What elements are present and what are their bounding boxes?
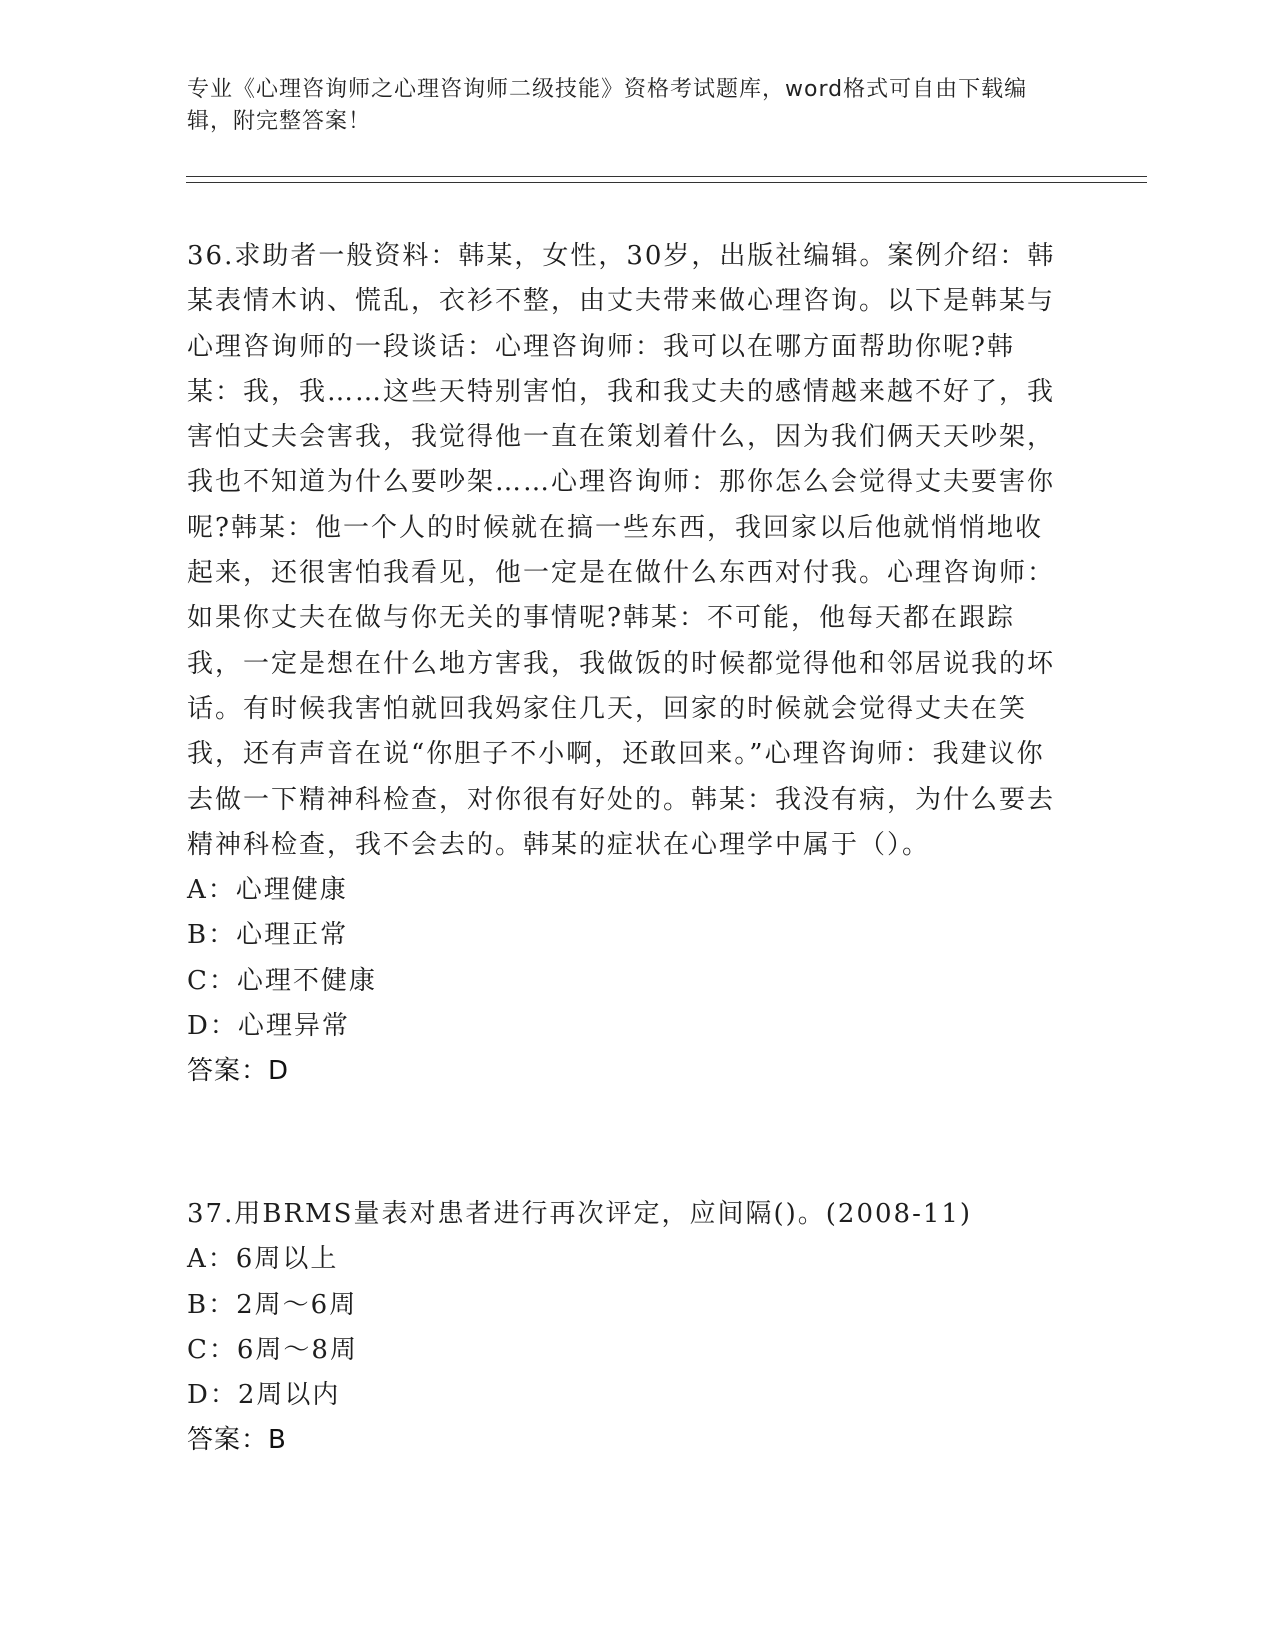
question-36 — [187, 234, 1067, 1095]
question-stem: 37.用BRMS量表对患者进行再次评定，应间隔()。(2008-11) — [187, 1199, 973, 1229]
option-list — [187, 868, 1067, 1049]
option-a: A：6周以上 — [187, 1244, 339, 1275]
option-b: B：心理正常 — [187, 920, 349, 951]
document-header: 专业《心理咨询师之心理咨询师二级技能》资格考试题库，word格式可自由下载编辑，附完整答案！ — [187, 77, 1028, 134]
header-divider-top — [186, 176, 1147, 177]
option-d: D：2周以内 — [187, 1380, 341, 1411]
option-c: C：6周～8周 — [187, 1334, 358, 1365]
question-stem: 36.求助者一般资料：韩某，女性，30岁，出版社编辑。案例介绍：韩某表情木讷、慌乱，衣衫不整，由丈夫带来做心理咨询。以下是韩某与心理咨询师的一段谈话：心理咨询师：我可以在哪方面帮助你呢?韩某：我，我……这些天特别害怕，我和我丈夫的感情越来越不好了，我害怕丈夫会害我，我觉得他一直在策划着什么，因为我们俩天天吵架，我也不知道为什么要吵架……心理咨询师：那你怎么会觉得丈夫要害你呢?韩某：他一个人的时候就在搞一些东西，我回家以后他就悄悄地收起来，还很害怕我看见，他一定是在做什么东西对付我。心理咨询师：如果你丈夫在做与你无关的事情呢?韩某：不可能，他每天都在跟踪我，一定是想在什么地方害我，我做饭的时候都觉得他和邻居说我的坏话。有时候我害怕就回我妈家住几天，回家的时候就会觉得丈夫在笑我，还有声音在说“你胆子不小啊，还敢回来。”心理咨询师：我建议你去做一下精神科检查，对你很有好处的。韩某：我没有病，为什么要去精神科检查，我不会去的。韩某的症状在心理学中属于（）。 — [187, 241, 1056, 860]
option-d: D：心理异常 — [187, 1011, 350, 1042]
option-list — [187, 1237, 1067, 1418]
option-c: C：心理不健康 — [187, 965, 377, 996]
answer-line: 答案：B — [187, 1425, 287, 1456]
option-a: A：心理健康 — [187, 875, 348, 906]
header-divider-bottom — [186, 182, 1147, 183]
answer-line: 答案：D — [187, 1056, 290, 1087]
option-b: B：2周～6周 — [187, 1289, 358, 1320]
question-37 — [187, 1192, 1067, 1464]
